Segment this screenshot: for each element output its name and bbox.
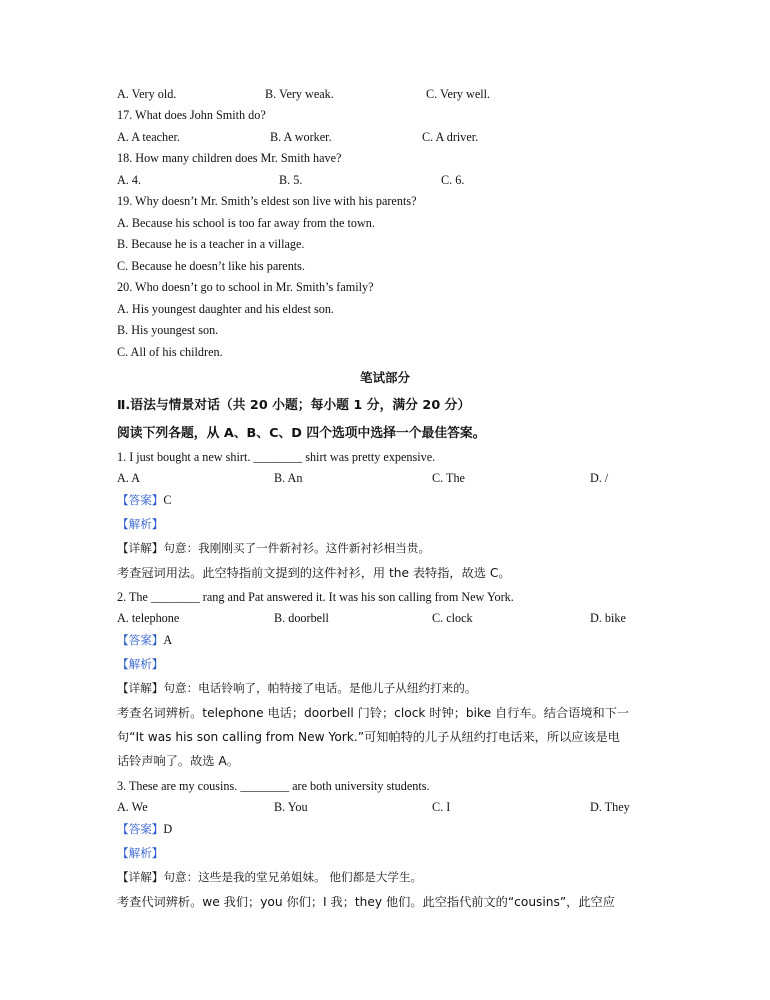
question-3-explain-line: 考查代词辨析。we 我们；you 你们；I 我；they 他们。此空指代前文的“cousins”，此空应: [117, 895, 615, 909]
q19-option-c: C. Because he doesn’t like his parents.: [117, 259, 305, 273]
answer-value: D: [163, 822, 173, 836]
q16-option-a: A. Very old.: [117, 87, 177, 101]
detail-text: 句意：这些是我的堂兄弟姐妹。 他们都是大学生。: [163, 870, 423, 884]
question-3-option-a: A. We: [117, 800, 148, 814]
question-2-analysis: [117, 656, 163, 672]
question-1-stem: 1. I just bought a new shirt. ________ shirt was pretty expensive.: [117, 450, 436, 464]
question-1-answer: [117, 492, 172, 508]
question-2-option-a: A. telephone: [117, 611, 180, 625]
q20-stem: 20. Who doesn’t go to school in Mr. Smith’s family?: [117, 280, 374, 294]
question-3-answer: [117, 821, 172, 837]
q20-option-c: C. All of his children.: [117, 345, 223, 359]
q17-option-a: A. A teacher.: [117, 130, 180, 144]
question-3-option-c: C. I: [432, 800, 451, 814]
instruction: 阅读下列各题，从 A、B、C、D 四个选项中选择一个最佳答案。: [117, 426, 486, 441]
q18-stem: 18. How many children does Mr. Smith have?: [117, 151, 342, 165]
q19-option-a: A. Because his school is too far away from the town.: [117, 216, 375, 230]
part-heading: Ⅱ.语法与情景对话（共 20 小题；每小题 1 分，满分 20 分）: [117, 398, 471, 413]
question-2-explain-line: 句“It was his son calling from New York.”可知帕特的儿子从纽约打电话来，所以应该是电: [117, 730, 620, 744]
detail-tag: 【详解】: [117, 870, 164, 884]
question-2-explain-line: 话铃声响了。故选 A。: [117, 754, 239, 768]
q16-option-c: C. Very well.: [426, 87, 491, 101]
answer-value: C: [163, 493, 172, 507]
question-2-detail: [117, 680, 476, 696]
answer-tag: 【答案】: [117, 822, 164, 836]
question-1-detail: [117, 540, 430, 556]
q20-option-b: B. His youngest son.: [117, 323, 219, 337]
question-2-option-c: C. clock: [432, 611, 473, 625]
detail-tag: 【详解】: [117, 541, 164, 555]
question-1-option-a: A. A: [117, 471, 141, 485]
question-2-option-b: B. doorbell: [274, 611, 329, 625]
section-title: 笔试部分: [359, 370, 410, 385]
detail-tag: 【详解】: [117, 681, 164, 695]
detail-text: 句意：电话铃响了，帕特接了电话。是他儿子从纽约打来的。: [163, 681, 477, 695]
answer-tag: 【答案】: [117, 493, 164, 507]
q18-option-b: B. 5.: [279, 173, 303, 187]
question-1-option-b: B. An: [274, 471, 303, 485]
q19-stem: 19. Why doesn’t Mr. Smith’s eldest son live with his parents?: [117, 194, 417, 208]
analysis-tag: 【解析】: [117, 517, 164, 531]
question-2-answer: [117, 632, 172, 648]
answer-value: A: [163, 633, 173, 647]
q18-option-a: A. 4.: [117, 173, 142, 187]
question-1-option-d: D. /: [590, 471, 609, 485]
question-1-analysis: [117, 516, 163, 532]
q18-option-c: C. 6.: [441, 173, 465, 187]
question-3-option-b: B. You: [274, 800, 308, 814]
q16-option-b: B. Very weak.: [265, 87, 334, 101]
question-3-detail: [117, 869, 422, 885]
question-3-option-d: D. They: [590, 800, 630, 814]
q17-option-b: B. A worker.: [270, 130, 332, 144]
question-2-explain-line: 考查名词辨析。telephone 电话；doorbell 门铃；clock 时钟；bike 自行车。结合语境和下一: [117, 706, 630, 720]
analysis-tag: 【解析】: [117, 657, 164, 671]
question-3-analysis: [117, 845, 163, 861]
q17-option-c: C. A driver.: [422, 130, 479, 144]
question-2-stem: 2. The ________ rang and Pat answered it. It was his son calling from New York.: [117, 590, 514, 604]
q17-stem: 17. What does John Smith do?: [117, 108, 266, 122]
question-1-option-c: C. The: [432, 471, 465, 485]
analysis-tag: 【解析】: [117, 846, 164, 860]
q19-option-b: B. Because he is a teacher in a village.: [117, 237, 305, 251]
answer-tag: 【答案】: [117, 633, 164, 647]
question-2-option-d: D. bike: [590, 611, 626, 625]
q20-option-a: A. His youngest daughter and his eldest son.: [117, 302, 334, 316]
question-1-explain-line: 考查冠词用法。此空特指前文提到的这件衬衫，用 the 表特指，故选 C。: [117, 566, 511, 580]
question-3-stem: 3. These are my cousins. ________ are both university students.: [117, 779, 430, 793]
detail-text: 句意：我刚刚买了一件新衬衫。这件新衬衫相当贵。: [163, 541, 431, 555]
